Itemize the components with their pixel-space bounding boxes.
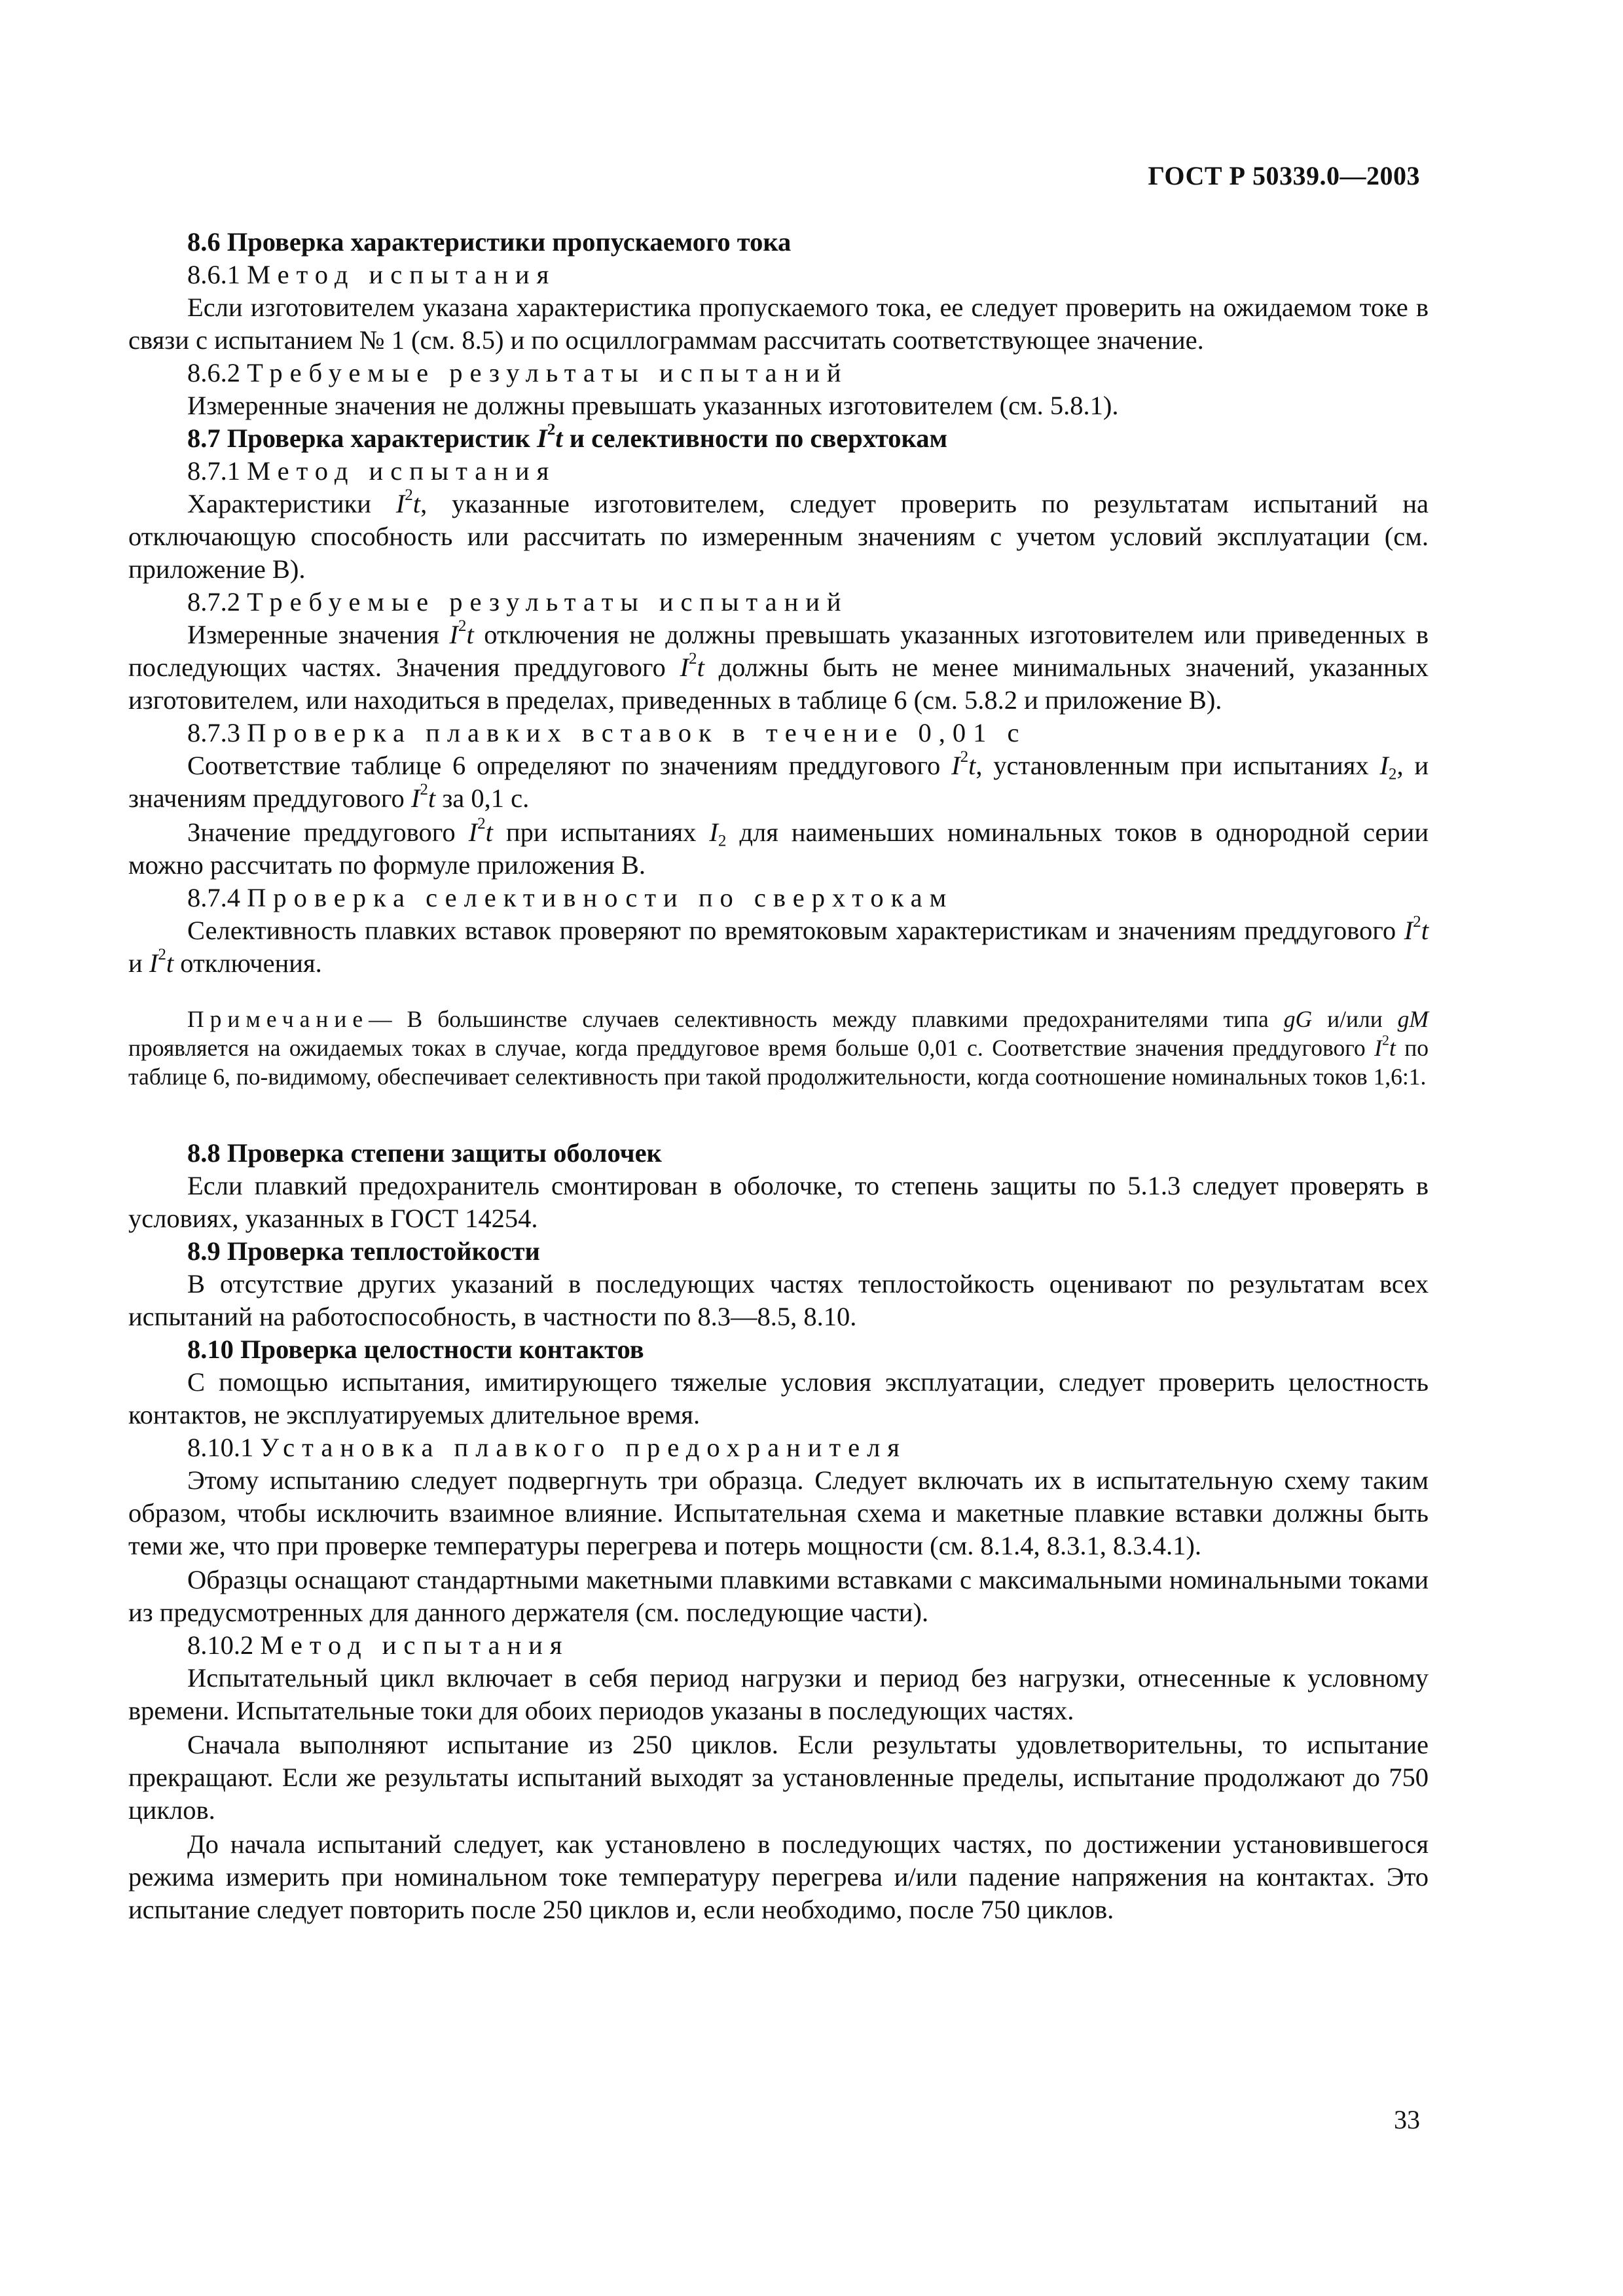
subsection-heading-8-7-1 xyxy=(128,455,1429,488)
subsection-number: 8.7.2 xyxy=(187,587,240,617)
paragraph: Этому испытанию следует подвергнуть три образца. Следует включать их в испытательную схему таким образом, чтобы исключить взаимное влияние. Испытательная схема и макетные плавкие вставки должны быть теми же, что при проверке температуры перегрева и потерь мощности (см. 8.1.4, 8.3.1, 8.3.4.1). xyxy=(128,1465,1429,1560)
subsection-heading-8-7-2 xyxy=(128,586,1429,619)
paragraph: Селективность плавких вставок проверяют по времятоковым характеристикам и значениям преддугового $I^2t$ и $I^2t$ отключения. xyxy=(128,913,1429,978)
paragraph: Значение преддугового $I^2t$ при испытаниях $I_2$ для наименьших номинальных токов в однородной серии можно рассчитать по формуле приложения В. xyxy=(128,815,1429,880)
subsection-title: Проверка плавких вставок в течение 0,01 с xyxy=(247,718,1027,747)
paragraph: Образцы оснащают стандартными макетными плавкими вставками с максимальными номинальными токами из предусмотренных для данного держателя (см. последующие части). xyxy=(128,1565,1429,1627)
note-label: Примечание xyxy=(187,1006,369,1032)
paragraph: С помощью испытания, имитирующего тяжелые условия эксплуатации, следует проверить целостность контактов, не эксплуатируемых длительное время. xyxy=(128,1367,1429,1429)
paragraph: Если изготовителем указана характеристика пропускаемого тока, ее следует проверить на ожидаемом токе в связи с испытанием № 1 (см. 8.5) и по осциллограммам рассчитать соответствующее значение. xyxy=(128,293,1429,355)
note-block: Примечание— В большинстве случаев селективность между плавкими предохранителями типа gG и/или gM проявляется на ожидаемых токах в случае, когда преддуговое время больше 0,01 с. Соответствие значения преддугового $I^2t$ по таблице 6, по-видимому, обеспечивает селективность при такой продолжительности, когда соотношение номинальных токов 1,6:1. xyxy=(128,1006,1429,1090)
subsection-title: Метод испытания xyxy=(247,260,556,289)
subsection-heading-8-6-1 xyxy=(128,259,1429,291)
paragraph: Измеренные значения не должны превышать указанных изготовителем (см. 5.8.1). xyxy=(187,391,1119,420)
paragraph: Соответствие таблице 6 определяют по значениям преддугового $I^2t$, установленным при испытаниях $I_2$, и значениям преддугового $I^2t$ за 0,1 с. xyxy=(128,748,1429,813)
section-heading-8-8: 8.8 Проверка степени защиты оболочек xyxy=(187,1138,662,1168)
paragraph: До начала испытаний следует, как установлено в последующих частях, по достижении установившегося режима измерить при номинальном токе температуру перегрева и/или падение напряжения на контактах. Это испытание следует повторить после 250 циклов и, если необходимо, после 750 циклов. xyxy=(128,1829,1429,1924)
subsection-title: Метод испытания xyxy=(260,1630,570,1660)
section-heading-8-9: 8.9 Проверка теплостойкости xyxy=(187,1236,540,1266)
section-heading-8-7: 8.7 Проверка характеристик $I^2t$ и селективности по сверхтокам xyxy=(187,421,948,453)
section-heading-8-10: 8.10 Проверка целостности контактов xyxy=(187,1335,644,1364)
subsection-number: 8.7.1 xyxy=(187,456,240,486)
subsection-title: Требуемые результаты испытаний xyxy=(247,587,848,617)
page-number: 33 xyxy=(1394,2105,1420,2134)
subsection-heading-8-6-2 xyxy=(128,357,1429,389)
subsection-heading-8-7-3 xyxy=(128,717,1429,749)
subsection-heading-8-7-4 xyxy=(128,882,1429,914)
standard-designation: ГОСТ Р 50339.0—2003 xyxy=(1148,161,1420,190)
paragraph: Характеристики $I^2t$, указанные изготовителем, следует проверить по результатам испытаний на отключающую способность или рассчитать по измеренным значениям с учетом условий эксплуатации (см. приложение В). xyxy=(128,486,1429,584)
section-heading-8-6: 8.6 Проверка характеристики пропускаемого тока xyxy=(187,227,792,257)
subsection-number: 8.6.1 xyxy=(187,260,240,289)
subsection-heading-8-10-2 xyxy=(128,1629,1429,1662)
subsection-number: 8.10.2 xyxy=(187,1630,254,1660)
paragraph: Сначала выполняют испытание из 250 циклов. Если результаты удовлетворительны, то испытание прекращают. Если же результаты испытаний выходят за установленные пределы, испытание продолжают до 750 циклов. xyxy=(128,1730,1429,1825)
subsection-title: Проверка селективности по сверхтокам xyxy=(247,883,954,912)
paragraph: Испытательный цикл включает в себя период нагрузки и период без нагрузки, отнесенные к условному времени. Испытательные токи для обоих периодов указаны в последующих частях. xyxy=(128,1663,1429,1725)
subsection-title: Установка плавкого предохранителя xyxy=(260,1433,907,1462)
paragraph: В отсутствие других указаний в последующих частях теплостойкость оценивают по результатам всех испытаний на работоспособность, в частности по 8.3—8.5, 8.10. xyxy=(128,1269,1429,1331)
subsection-number: 8.6.2 xyxy=(187,358,240,387)
subsection-heading-8-10-1 xyxy=(128,1431,1429,1464)
subsection-number: 8.10.1 xyxy=(187,1433,254,1462)
paragraph: Измеренные значения $I^2t$ отключения не должны превышать указанных изготовителем или приведенных в последующих частях. Значения преддугового $I^2t$ должны быть не менее минимальных значений, указанных изготовителем, или находиться в пределах, приведенных в таблице 6 (см. 5.8.2 и приложение В). xyxy=(128,617,1429,715)
subsection-number: 8.7.3 xyxy=(187,718,240,747)
subsection-title: Требуемые результаты испытаний xyxy=(247,358,848,387)
subsection-title: Метод испытания xyxy=(247,456,556,486)
subsection-number: 8.7.4 xyxy=(187,883,240,912)
page-body xyxy=(128,226,1429,1926)
paragraph: Если плавкий предохранитель смонтирован в оболочке, то степень защиты по 5.1.3 следует проверять в условиях, указанных в ГОСТ 14254. xyxy=(128,1171,1429,1233)
